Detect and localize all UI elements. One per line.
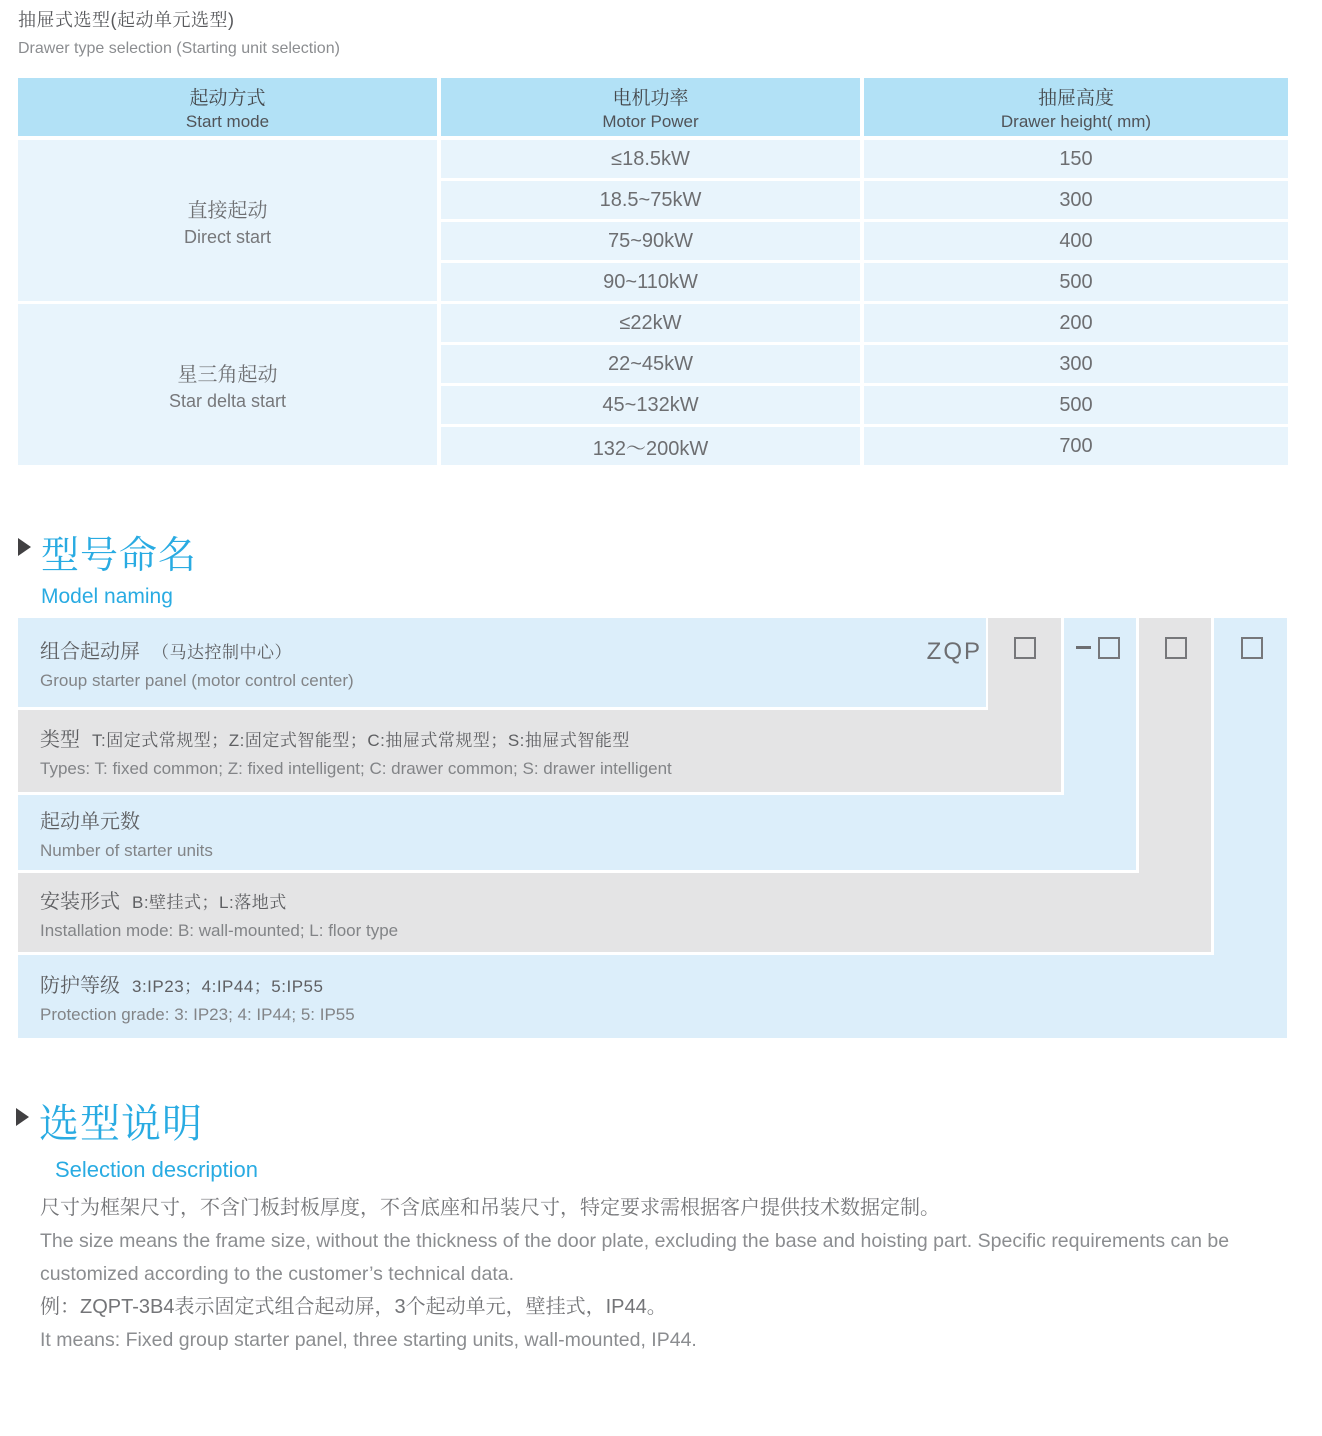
section-arrow-icon xyxy=(18,538,31,556)
column-header-en: Motor Power xyxy=(602,111,699,131)
column-header-motor-power xyxy=(441,78,860,136)
code-placeholder-box-type xyxy=(1014,637,1036,659)
power-cell: 90~110kW xyxy=(441,263,860,301)
drawer-height-column xyxy=(864,140,1288,465)
heading-zh: 型号命名 xyxy=(41,535,198,577)
section-arrow-icon xyxy=(16,1108,29,1126)
row-label-zh: 安装形式 xyxy=(40,890,120,913)
merged-cell-star-delta-start xyxy=(18,304,437,465)
row-label-en: Types: T: fixed common; Z: fixed intelligent; C: drawer common; S: drawer intelligent xyxy=(40,759,672,778)
document-title-zh: 抽屉式选型(起动单元选型) xyxy=(18,10,235,30)
table-body xyxy=(18,140,1288,465)
height-cell: 500 xyxy=(864,263,1288,301)
drawer-selection-table xyxy=(18,78,1288,465)
row-label-en: Installation mode: B: wall-mounted; L: floor type xyxy=(40,920,399,940)
heading-text-block xyxy=(39,1092,258,1183)
code-placeholder-box-protection xyxy=(1241,637,1263,659)
heading-en: Selection description xyxy=(55,1157,259,1182)
row-note-zh: T:固定式常规型；Z:固定式智能型；C:抽屉式常规型；S:抽屉式智能型 xyxy=(92,731,630,750)
description-zh: 尺寸为框架尺寸，不含门板封板厚度，不含底座和吊装尺寸，特定要求需根据客户提供技术数据定制。 xyxy=(40,1197,940,1219)
power-cell: 132～200kW xyxy=(441,427,860,465)
selection-description-text xyxy=(40,1192,1292,1357)
heading-en: Model naming xyxy=(41,585,173,608)
code-placeholder-box-units xyxy=(1098,637,1120,659)
power-cell: 45~132kW xyxy=(441,386,860,424)
diagram-row-starter-units xyxy=(18,795,1136,870)
row-note-zh: B:壁挂式；L:落地式 xyxy=(132,892,287,912)
power-cell: ≤18.5kW xyxy=(441,140,860,178)
height-cell: 700 xyxy=(864,427,1288,465)
mode-zh: 直接起动 xyxy=(187,199,268,222)
diagram-row-types xyxy=(18,710,1061,792)
power-cell: 18.5~75kW xyxy=(441,181,860,219)
height-cell: 500 xyxy=(864,386,1288,424)
column-header-zh: 起动方式 xyxy=(189,87,266,109)
column-header-en: Drawer height( mm) xyxy=(1000,111,1152,131)
height-cell: 300 xyxy=(864,345,1288,383)
mode-zh: 星三角起动 xyxy=(177,363,278,386)
code-placeholder-box-installation xyxy=(1165,637,1187,659)
start-mode-column xyxy=(18,140,437,465)
model-naming-heading xyxy=(18,524,197,609)
example-zh: 例：ZQPT-3B4表示固定式组合起动屏，3个起动单元，壁挂式，IP44。 xyxy=(40,1296,667,1318)
diagram-row-group-starter-panel xyxy=(18,618,986,707)
heading-text-block xyxy=(41,524,197,609)
merged-cell-direct-start xyxy=(18,140,437,301)
height-cell: 150 xyxy=(864,140,1288,178)
row-label-zh: 防护等级 xyxy=(40,974,120,997)
selection-description-heading xyxy=(16,1092,258,1183)
heading-zh: 选型说明 xyxy=(39,1102,203,1146)
row-label-zh: 类型 xyxy=(40,729,80,751)
mode-en: Star delta start xyxy=(168,390,287,411)
row-note-zh: 3:IP23；4:IP44；5:IP55 xyxy=(132,976,324,996)
height-cell: 300 xyxy=(864,181,1288,219)
mode-en: Direct start xyxy=(183,226,271,247)
row-label-en: Group starter panel (motor control center) xyxy=(40,670,354,690)
motor-power-column xyxy=(441,140,860,465)
diagram-row-protection-grade xyxy=(18,955,1287,1038)
code-dash xyxy=(1076,646,1091,649)
model-naming-diagram xyxy=(18,618,1288,1038)
document-title xyxy=(18,6,340,58)
row-label-zh: 起动单元数 xyxy=(40,810,140,833)
power-cell: ≤22kW xyxy=(441,304,860,342)
description-en: The size means the frame size, without the thickness of the door plate, excluding the base and hoisting part. Specific requirements can be customized according to the customer’s technical data. xyxy=(40,1230,1230,1285)
row-label-en: Number of starter units xyxy=(40,840,213,860)
power-cell: 22~45kW xyxy=(441,345,860,383)
column-header-zh: 抽屉高度 xyxy=(1037,87,1114,109)
diagram-row-installation-mode xyxy=(18,873,1211,952)
column-header-start-mode xyxy=(18,78,437,136)
column-header-en: Start mode xyxy=(185,111,270,131)
example-en: It means: Fixed group starter panel, three starting units, wall-mounted, IP44. xyxy=(40,1329,697,1351)
document-title-en: Drawer type selection (Starting unit selection) xyxy=(18,40,340,57)
row-note-zh: （马达控制中心） xyxy=(152,642,292,662)
model-code-prefix: ZQP xyxy=(926,638,982,665)
power-cell: 75~90kW xyxy=(441,222,860,260)
height-cell: 400 xyxy=(864,222,1288,260)
column-header-zh: 电机功率 xyxy=(612,87,689,109)
height-cell: 200 xyxy=(864,304,1288,342)
row-label-en: Protection grade: 3: IP23; 4: IP44; 5: IP55 xyxy=(40,1004,355,1024)
row-label-zh: 组合起动屏 xyxy=(40,640,140,663)
table-header-row xyxy=(18,78,1288,136)
column-header-drawer-height xyxy=(864,78,1288,136)
